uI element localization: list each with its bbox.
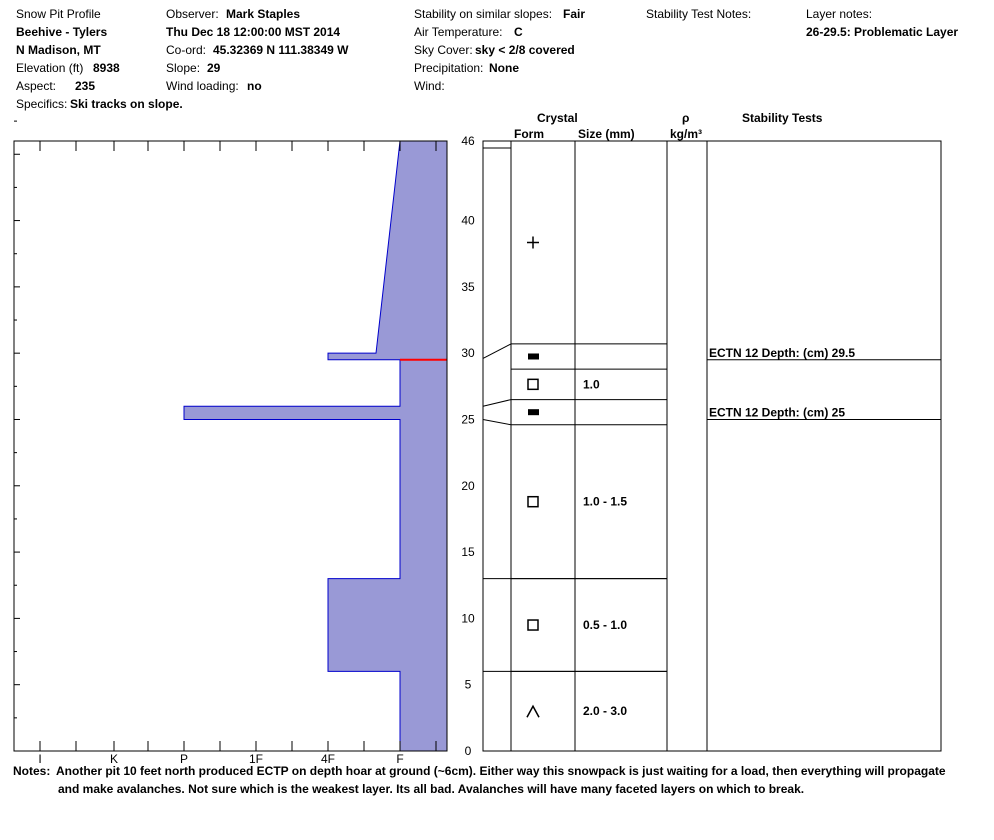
depth-hoar-icon [527,706,539,717]
precip-label: Precipitation: [414,61,484,75]
air-temp-label: Air Temperature: [414,25,503,39]
melt-freeze-crust-icon [528,353,539,359]
depth-tick-label: 0 [464,744,472,758]
layer-connector [483,419,511,424]
density-unit: kg/m³ [670,127,703,141]
coord-label: Co-ord: [166,43,207,57]
profile-title: Snow Pit Profile [16,7,101,21]
hardness-profile-area [184,141,447,751]
datetime: Thu Dec 18 12:00:00 MST 2014 [166,25,341,39]
depth-tick-label: 10 [461,611,475,626]
stability-value: Fair [563,7,586,21]
faceted-crystal-icon [528,497,538,507]
density-header: ρ [682,111,690,125]
slope-label: Slope: [166,61,201,75]
stability-test-label: ECTN 12 Depth: (cm) 29.5 [709,345,856,360]
observer-value: Mark Staples [226,7,301,21]
specifics-label: Specifics: [16,97,68,111]
location-name: Beehive - Tylers [16,25,108,39]
hardness-label: I [38,752,42,766]
aspect-label: Aspect: [16,79,57,93]
notes-line-1: Another pit 10 feet north produced ECTP on depth hoar at ground (~6cm). Either way this snowpack is just waiting for a load, then everything will propagate [56,764,946,778]
wind-loading-label: Wind loading: [166,79,239,93]
slope-value: 29 [207,61,221,75]
sky-value: sky < 2/8 covered [475,43,575,57]
layer-notes-value: 26-29.5: Problematic Layer [806,25,959,39]
region: N Madison, MT [16,43,101,57]
stability-tests-header: Stability Tests [742,111,823,125]
stability-test-label: ECTN 12 Depth: (cm) 25 [709,405,846,420]
depth-tick-label: 30 [461,346,475,361]
size-header: Size (mm) [578,127,635,141]
crystal-header: Crystal [537,111,578,125]
depth-tick-label: 20 [461,478,475,493]
depth-tick-label: 35 [461,279,475,294]
stability-test-notes-label: Stability Test Notes: [646,7,752,21]
hardness-label: K [109,752,119,766]
hardness-label: 1F [248,752,264,766]
crystal-size: 1.0 [583,377,600,392]
new-snow-plus-icon [527,236,539,248]
depth-tick-label: 40 [461,213,475,228]
observer-label: Observer: [166,7,219,21]
coord-value: 45.32369 N 111.38349 W [213,43,349,57]
depth-tick-label: 46 [461,134,475,148]
notes-label: Notes: [13,764,51,778]
crystal-size: 2.0 - 3.0 [583,704,628,719]
elevation-value: 8938 [93,61,120,75]
faceted-crystal-icon [528,620,538,630]
melt-freeze-crust-icon [528,409,539,415]
notes-line-2: and make avalanches. Not sure which is the weakest layer. Its all bad. Avalanches will have many faceted layers on which to break. [58,782,805,796]
crystal-size: 1.0 - 1.5 [583,494,628,509]
crystal-size: 0.5 - 1.0 [583,618,628,633]
depth-tick-label: 25 [461,412,475,427]
depth-tick-label: 15 [461,545,475,560]
layer-connector [483,344,511,359]
layer-table-frame [483,141,941,751]
faceted-crystal-icon [528,379,538,389]
hardness-label: P [179,752,189,766]
aspect-value: 235 [75,79,96,93]
depth-tick-label: 5 [464,677,472,692]
stability-label: Stability on similar slopes: [414,7,553,21]
form-header: Form [514,127,544,141]
elevation-label: Elevation (ft) [16,61,84,75]
sky-label: Sky Cover: [414,43,473,57]
layer-notes-label: Layer notes: [806,7,873,21]
layer-connector [483,400,511,407]
wind-loading-value: no [247,79,262,93]
hardness-label: F [396,752,404,766]
specifics-value: Ski tracks on slope. [70,97,183,111]
wind-label: Wind: [414,79,445,93]
hardness-label: 4F [320,752,336,766]
precip-value: None [489,61,519,75]
air-temp-value: C [514,25,523,39]
